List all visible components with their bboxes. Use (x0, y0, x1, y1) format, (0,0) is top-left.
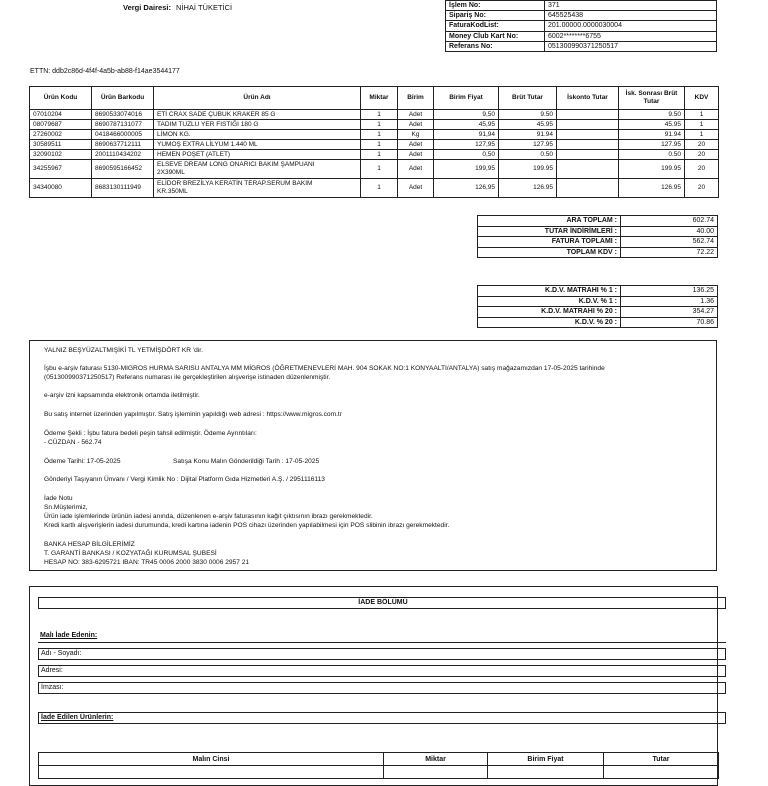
total-value: 602.74 (621, 216, 718, 227)
cell-barcode: 0418466000005 (92, 130, 154, 140)
cell-code: 34340080 (30, 179, 92, 198)
table-row (30, 130, 719, 140)
cell-price: 126,95 (434, 179, 499, 198)
returner-heading (38, 631, 726, 643)
notes-line: e-arşiv izni kapsamında elektronik ortamda iletilmiştir. (44, 392, 200, 399)
cell-qty: 1 (361, 140, 398, 150)
info-row (446, 1, 717, 11)
cell-unit: Adet (398, 140, 434, 150)
cell-code: 30589511 (30, 140, 92, 150)
returner-signature-field[interactable] (38, 682, 726, 694)
cell-discount (557, 179, 619, 198)
notes-line: İade Notu (44, 495, 73, 502)
returner-address-label: Adresi: (41, 667, 63, 674)
notes-line: BANKA HESAP BİLGİLERİMİZ (44, 541, 135, 548)
cell-code: 07010204 (30, 110, 92, 120)
table-row (30, 110, 719, 120)
cell-qty: 1 (361, 120, 398, 130)
cell-qty: 1 (361, 179, 398, 198)
cell-net: 9.50 (619, 110, 685, 120)
total-row (478, 237, 718, 248)
col-header: Birim Fiyat (488, 753, 604, 766)
cell-name-line2: 2X390ML (157, 169, 185, 176)
notes-line: - CÜZDAN - 562.74 (44, 439, 102, 446)
cell-discount (557, 150, 619, 160)
col-header: KDV (685, 87, 719, 110)
cell-barcode: 8690595166452 (92, 160, 154, 179)
info-label: İşlem No: (446, 1, 545, 11)
notes-line: (051300990371250517) Referans numarası ile gerçekleştirilen alışverişe istinaden düzenlenmiştir. (44, 374, 331, 381)
col-header: Ürün Barkodu (92, 87, 154, 110)
cell-price: 91,94 (434, 130, 499, 140)
info-label: Money Club Kart No: (446, 31, 545, 41)
table-header-row (30, 87, 719, 110)
cell-gross: 0.50 (499, 150, 557, 160)
cell-price: 0,50 (434, 150, 499, 160)
cell-price: 127,95 (434, 140, 499, 150)
cell-name-line1: ELSEVE DREAM LONG ONARICI BAKIM ŞAMPUANI (157, 161, 315, 168)
cell-vat: 1 (685, 130, 719, 140)
returned-products-text: İade Edilen Ürünlerin: (41, 714, 114, 721)
cell-barcode: 8690637712111 (92, 140, 154, 150)
cell-name (154, 160, 361, 179)
total-value: 562.74 (621, 237, 718, 248)
total-row (478, 247, 718, 258)
total-value: 72.22 (621, 247, 718, 258)
col-header: Tutar (604, 753, 719, 766)
returned-cell[interactable] (39, 766, 384, 779)
cell-net: 127.95 (619, 140, 685, 150)
col-header: Malın Cinsi (39, 753, 384, 766)
info-value: 645525438 (545, 11, 717, 21)
return-section-title (38, 597, 726, 609)
cell-name: HEMEN POŞET (ATLET) (154, 150, 361, 160)
returner-address-field[interactable] (38, 665, 726, 677)
notes-line: Sn.Müşterimiz, (44, 504, 88, 511)
cell-name: ETİ CRAX SADE ÇUBUK KRAKER 85 G (154, 110, 361, 120)
cell-gross: 199.95 (499, 160, 557, 179)
cell-gross: 91.94 (499, 130, 557, 140)
returned-table-header (39, 753, 719, 766)
returner-signature-label: İmzası: (41, 684, 64, 691)
table-row (30, 140, 719, 150)
cell-discount (557, 140, 619, 150)
col-header: Miktar (361, 87, 398, 110)
total-row (478, 226, 718, 237)
cell-barcode: 8683130111949 (92, 179, 154, 198)
cell-net: 91.94 (619, 130, 685, 140)
cell-gross: 9.50 (499, 110, 557, 120)
total-label: TOPLAM KDV : (478, 247, 621, 258)
col-header: İskonto Tutar (557, 87, 619, 110)
vat-label: K.D.V. % 20 : (478, 317, 621, 328)
cell-unit: Adet (398, 160, 434, 179)
cell-code: 27260002 (30, 130, 92, 140)
tax-office-value: NİHAİ TÜKETİCİ (176, 3, 233, 12)
invoice-info-box (445, 0, 717, 52)
returned-products-table (38, 752, 719, 779)
totals-box (477, 215, 718, 258)
table-row (30, 120, 719, 130)
vat-value: 354.27 (621, 307, 718, 318)
cell-qty: 1 (361, 150, 398, 160)
info-value: 051300990371250517 (545, 41, 717, 51)
notes-line: HESAP NO: 383-6295721 IBAN: TR45 0006 2000 3830 0006 2957 21 (44, 559, 250, 566)
cell-barcode: 8690787131077 (92, 120, 154, 130)
cell-code: 08079687 (30, 120, 92, 130)
cell-discount (557, 110, 619, 120)
vat-row (478, 307, 718, 318)
cell-unit: Adet (398, 179, 434, 198)
info-row (446, 11, 717, 21)
vat-row (478, 296, 718, 307)
returned-cell[interactable] (384, 766, 488, 779)
cell-name-line1: ELİDOR BREZİLYA KERATİN TERAP.SERUM BAKIM (157, 180, 313, 187)
col-header: Brüt Tutar (499, 87, 557, 110)
cell-vat: 20 (685, 150, 719, 160)
cell-unit: Kg (398, 130, 434, 140)
tax-office-label: Vergi Dairesi: (123, 3, 171, 12)
notes-line: Ürün iade işlemlerinde ürünün iadesi anında, düzenlenen e-arşiv faturasının kağıt çıktısının ibrazı gerekmektedir. (44, 513, 373, 520)
shipment-date: Satışa Konu Malın Gönderildiği Tarih : 17-05-2025 (173, 458, 320, 465)
invoice-notes (29, 340, 717, 571)
cell-price: 199,95 (434, 160, 499, 179)
returner-heading-text: Malı İade Edenin: (40, 632, 98, 639)
total-row (478, 216, 718, 227)
cell-discount (557, 120, 619, 130)
info-value: 6002********6755 (545, 31, 717, 41)
vat-row (478, 317, 718, 328)
cell-unit: Adet (398, 120, 434, 130)
vat-value: 136.25 (621, 286, 718, 297)
cell-net: 126.95 (619, 179, 685, 198)
payment-date: Ödeme Tarihi: 17-05-2025 (44, 458, 121, 465)
returned-cell[interactable] (488, 766, 604, 779)
info-row (446, 31, 717, 41)
vat-label: K.D.V. MATRAHI % 20 : (478, 307, 621, 318)
notes-line: Bu satış internet üzerinden yapılmıştır. Satış işleminin yapıldığı web adresi : https://www.migros.com.tr (44, 411, 342, 418)
table-row (30, 150, 719, 160)
vat-label: K.D.V. % 1 : (478, 296, 621, 307)
products-table (29, 86, 719, 198)
cell-discount (557, 160, 619, 179)
info-value: 201.00000.0000030004 (545, 21, 717, 31)
info-label: Sipariş No: (446, 11, 545, 21)
cell-vat: 1 (685, 110, 719, 120)
cell-qty: 1 (361, 130, 398, 140)
total-label: FATURA TOPLAMI : (478, 237, 621, 248)
info-row (446, 21, 717, 31)
cell-gross: 45.95 (499, 120, 557, 130)
cell-net: 45.95 (619, 120, 685, 130)
total-label: TUTAR İNDİRİMLERİ : (478, 226, 621, 237)
info-label: FaturaKodList: (446, 21, 545, 31)
returned-cell[interactable] (604, 766, 719, 779)
cell-name (154, 179, 361, 198)
amount-in-words: YALNIZ BEŞYÜZALTMIŞİKİ TL YETMİŞDÖRT KR 'dir. (44, 347, 203, 354)
cell-vat: 20 (685, 160, 719, 179)
info-label: Referans No: (446, 41, 545, 51)
cell-price: 45,95 (434, 120, 499, 130)
cell-gross: 127.95 (499, 140, 557, 150)
col-header: Miktar (384, 753, 488, 766)
vat-box (477, 285, 718, 328)
returned-products-heading (38, 712, 726, 724)
col-header: Birim (398, 87, 434, 110)
cell-net: 0.50 (619, 150, 685, 160)
returner-name-field[interactable] (38, 648, 726, 660)
cell-code: 32090102 (30, 150, 92, 160)
cell-qty: 1 (361, 110, 398, 120)
col-header: Ürün Kodu (30, 87, 92, 110)
cell-qty: 1 (361, 160, 398, 179)
col-header: Ürün Adı (154, 87, 361, 110)
cell-vat: 20 (685, 140, 719, 150)
cell-discount (557, 130, 619, 140)
cell-name: LİMON KG. (154, 130, 361, 140)
col-header: Birim Fiyat (434, 87, 499, 110)
total-value: 40.00 (621, 226, 718, 237)
cell-name: TADIM TUZLU YER FISTIĞI 180 G (154, 120, 361, 130)
cell-price: 9,50 (434, 110, 499, 120)
cell-vat: 20 (685, 179, 719, 198)
table-row (30, 179, 719, 198)
cell-unit: Adet (398, 110, 434, 120)
notes-line: İşbu e-arşiv faturası 5130-MIGROS HURMA SARISU ANTALYA MM MİGROS (ÖĞRETMENEVLERİ MAH. 904 SOKAK NO:1 KONYAALTI/ANTALYA) satış mağazamızdan 17-05-2025 tarihinde (44, 365, 605, 372)
vat-value: 1.36 (621, 296, 718, 307)
returner-name-label: Adı - Soyadı: (41, 650, 82, 657)
cell-barcode: 8690533074016 (92, 110, 154, 120)
cell-unit: Adet (398, 150, 434, 160)
cell-barcode: 2001110434202 (92, 150, 154, 160)
table-row (30, 160, 719, 179)
notes-line: Kredi kartlı alışverişlerin iadesi durumunda, kredi kartına iadenin POS cihazı üzerinden yapılabilmesi için POS slibinin ibrazı gerekmektedir. (44, 522, 450, 529)
vat-row (478, 286, 718, 297)
cell-gross: 126.95 (499, 179, 557, 198)
info-row (446, 41, 717, 51)
cell-code: 34255967 (30, 160, 92, 179)
table-row (39, 766, 719, 779)
ettn-number: ETTN: ddb2c86d-4f4f-4a5b-ab88-f14ae3544177 (30, 68, 180, 75)
cell-name-line2: KR.350ML (157, 188, 188, 195)
total-label: ARA TOPLAM : (478, 216, 621, 227)
vat-value: 70.86 (621, 317, 718, 328)
col-header: İsk. Sonrası Brüt Tutar (619, 87, 685, 110)
notes-line: Ödeme Şekli : İşbu fatura bedeli peşin tahsil edilmiştir. Ödeme Ayrıntıları: (44, 430, 257, 437)
cell-net: 199.95 (619, 160, 685, 179)
vat-label: K.D.V. MATRAHI % 1 : (478, 286, 621, 297)
info-value: 371 (545, 1, 717, 11)
notes-line: T. GARANTİ BANKASI / KOZYATAĞI KURUMSAL ŞUBESİ (44, 550, 217, 557)
notes-line: Gönderiyi Taşıyanın Ünvanı / Vergi Kimlik No : Dijital Platform Gıda Hizmetleri A.Ş. / 2951116113 (44, 476, 325, 483)
cell-name: YUMOŞ EXTRA LİLYUM 1.440 ML (154, 140, 361, 150)
return-title-text: İADE BÖLÜMÜ (358, 599, 408, 606)
cell-vat: 1 (685, 120, 719, 130)
